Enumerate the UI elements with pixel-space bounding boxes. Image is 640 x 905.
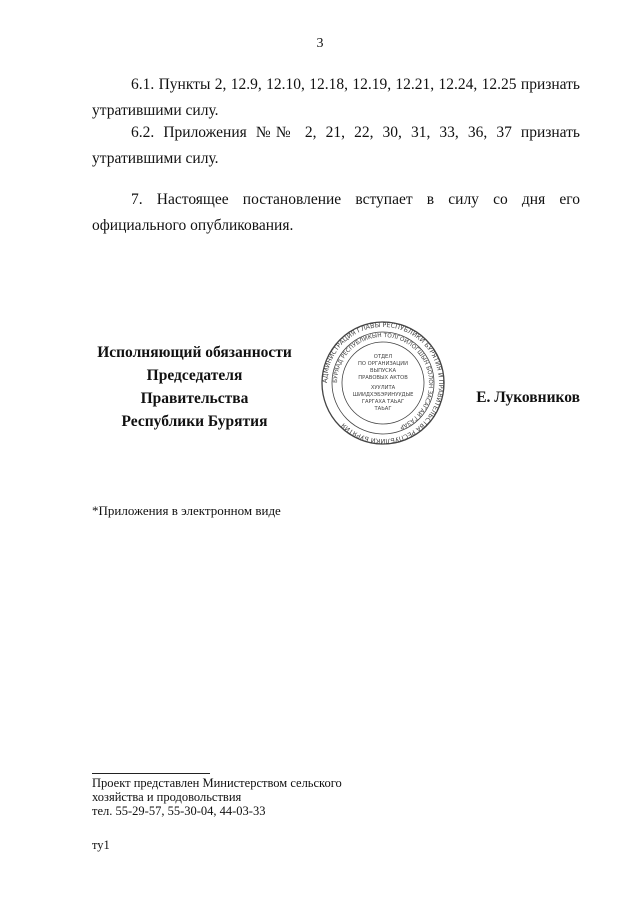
attachments-note: *Приложения в электронном виде	[92, 503, 281, 518]
paragraph-6-1	[92, 72, 580, 124]
stamp-center-line-7: ГАРГАХА ТАЬАГ	[361, 399, 405, 405]
signer-title-line-3: Республики Бурятия	[121, 413, 268, 430]
stamp-center-line-5: ХУУЛИТА	[370, 385, 396, 391]
footer-code: ту1	[92, 838, 110, 852]
page-number: 3	[316, 36, 324, 51]
signer-title	[92, 341, 297, 433]
stamp-outer-ring-text: АДМИНИСТРАЦИЯ ГЛАВЫ РЕСПУБЛИКИ БУРЯТИЯ И ПРАВИТЕЛЬСТВА РЕСПУБЛИКИ БУРЯТИЯ	[320, 320, 446, 446]
stamp-center-line-3: ВЫПУСКА	[369, 368, 397, 374]
stamp-center-line-8: ТАЬАГ	[374, 406, 392, 412]
stamp-center-line-6: ШИИДХЭБЭРИНУУДЫЕ	[352, 392, 414, 398]
footer-phones: тел. 55-29-57, 55-30-04, 44-03-33	[92, 804, 266, 818]
footer-line-2: хозяйства и продовольствия	[92, 790, 242, 804]
footer-line-1: Проект представлен Министерством сельского	[92, 776, 342, 790]
paragraph-6-2	[92, 120, 580, 172]
paragraph-6-2-text: 6.2. Приложения №№ 2, 21, 22, 30, 31, 33, 36, 37 признать утратившими силу.	[92, 124, 580, 167]
signer-name: Е. Луковников	[476, 389, 580, 406]
paragraph-7-text: 7. Настоящее постановление вступает в силу со дня его официального опубликования.	[92, 191, 580, 234]
stamp-inner-ring-text: БУРЯАД РЕСПУБЛИКЫН ТОЛГОЙЛОГШЫН БОЛОН ЗАСАГАЙ ГАЗАР	[332, 332, 434, 430]
stamp-center-line-1: ОТДЕЛ	[373, 354, 393, 360]
footer-prepared-by	[92, 776, 342, 818]
official-stamp-seal	[320, 320, 446, 446]
footer-divider	[92, 773, 210, 774]
paragraph-6-1-text: 6.1. Пункты 2, 12.9, 12.10, 12.18, 12.19, 12.21, 12.24, 12.25 признать утратившими силу.	[92, 76, 580, 119]
paragraph-7	[92, 187, 580, 239]
stamp-center-line-4: ПРАВОВЫХ АКТОВ	[358, 375, 408, 381]
signer-title-line-2: Председателя Правительства	[140, 367, 249, 407]
signer-title-line-1: Исполняющий обязанности	[97, 344, 292, 361]
stamp-center-line-2: ПО ОРГАНИЗАЦИИ	[357, 361, 409, 367]
